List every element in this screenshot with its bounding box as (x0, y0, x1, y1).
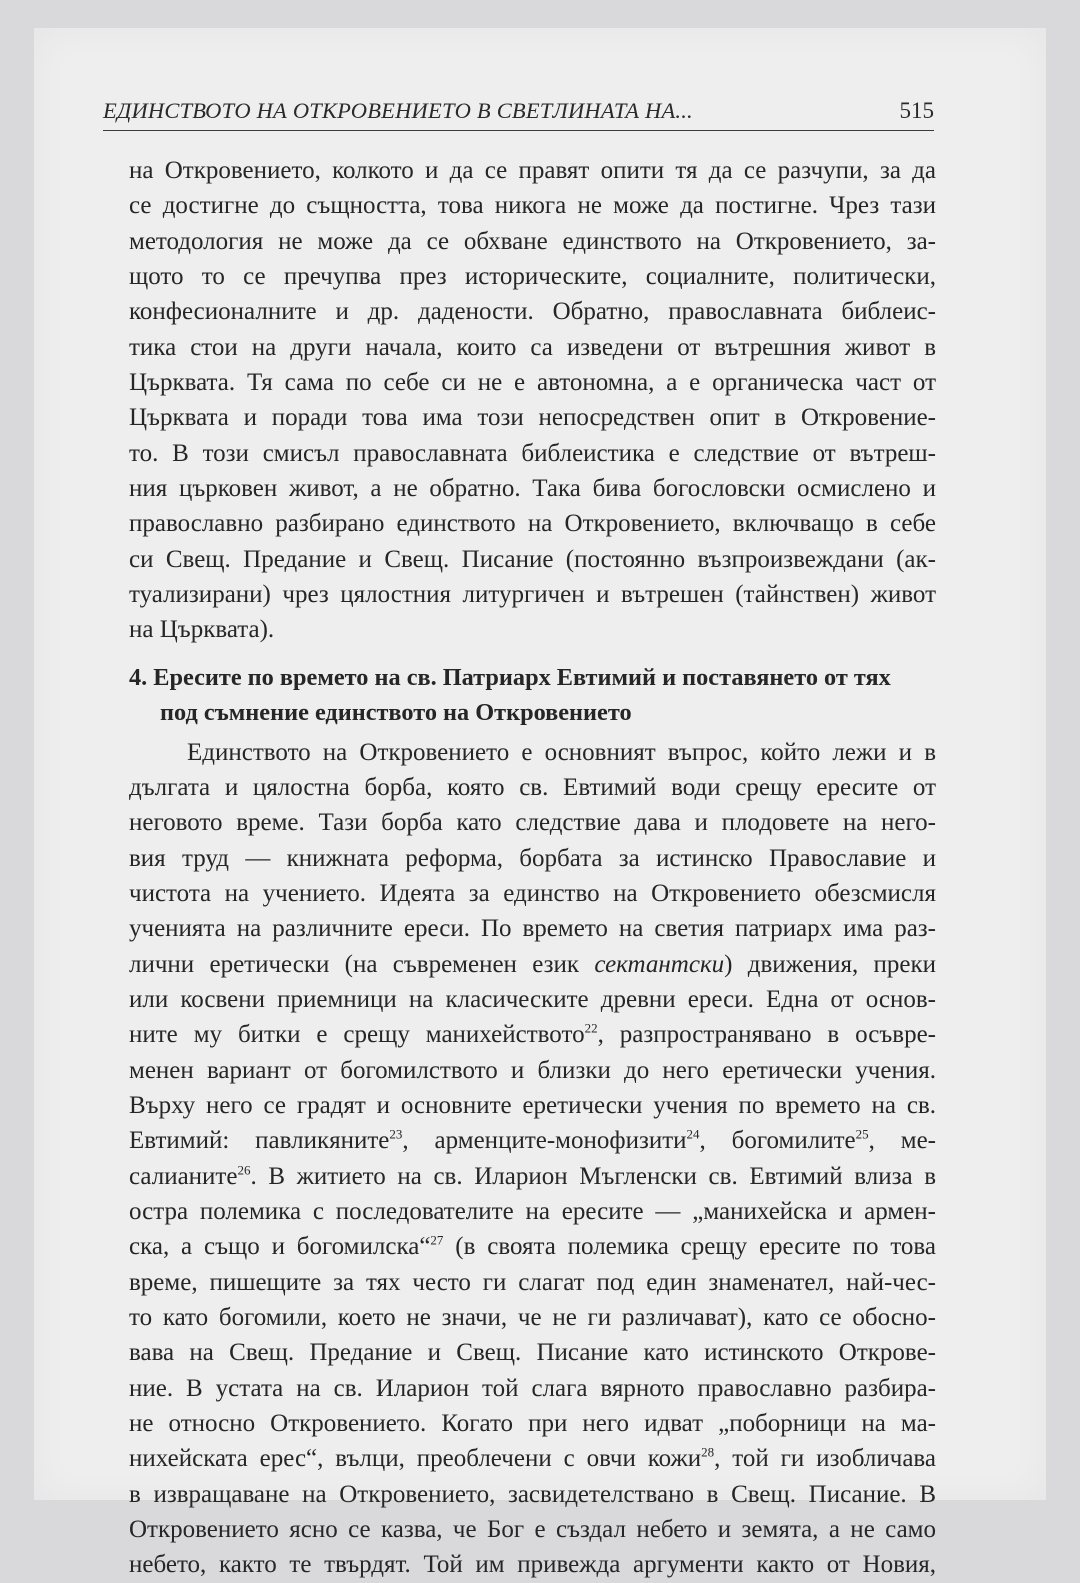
text-line (129, 1123, 936, 1158)
section-heading-line-2: под съмнение единството на Откровението (160, 699, 632, 727)
page-number: 515 (899, 98, 934, 123)
text-line: менен вариант от богомилството и близки до него еретически учения. (129, 1056, 936, 1084)
text-line (129, 1017, 936, 1052)
text-line: туализирани) чрез цялостния литургичен и вътрешен (тайнствен) живот (129, 581, 936, 609)
text-run: лични еретически (на съвременен език (129, 950, 595, 978)
text-line: неговото време. Тази борба като следствие дава и плодовете на него- (129, 809, 936, 837)
text-run: нихейската ерес“, вълци, преоблечени с овчи кожи (129, 1445, 702, 1473)
footnote-ref-28[interactable]: 28 (701, 1444, 715, 1460)
section-heading-line-1: 4. Ересите по времето на св. Патриарх Евтимий и поставянето от тях (129, 663, 891, 691)
text-line: Църквата и поради това има този непосредствен опит в Откровение- (129, 404, 936, 432)
text-line: вия труд — книжната реформа, борбата за истинско Православие и (129, 844, 936, 872)
footnote-ref-27[interactable]: 27 (430, 1232, 444, 1248)
footnote-ref-25[interactable]: 25 (855, 1126, 869, 1142)
footnote-ref-23[interactable]: 23 (389, 1126, 403, 1142)
text-run: салианите (129, 1162, 238, 1190)
text-line: Откровението ясно се казва, че Бог е създал небето и земята, а не само (129, 1516, 936, 1544)
text-run: , разпространявано в осъвре- (597, 1021, 936, 1049)
text-line: Единството на Откровението е основният въпрос, който лежи и в (187, 738, 936, 766)
text-line (129, 947, 936, 982)
text-line: тика стои на други начала, които са изведени от вътрешния живот в (129, 333, 936, 361)
text-line: то. В този смисъл православната библеистика е следствие от вътреш- (129, 439, 936, 467)
italic-term: сектантски (594, 950, 725, 978)
text-line (129, 1229, 936, 1264)
text-run: Евтимий: павликяните (129, 1127, 390, 1155)
text-line: вава на Свещ. Предание и Свещ. Писание като истинското Открове- (129, 1339, 936, 1367)
text-line: ученията на различните ереси. По времето на светия патриарх има раз- (129, 915, 936, 943)
section-heading (129, 660, 936, 731)
paragraph-1 (129, 153, 936, 648)
text-line: методология не може да се обхване единството на Откровението, за- (129, 227, 936, 255)
text-line (129, 1441, 936, 1476)
footnote-ref-24[interactable]: 24 (686, 1126, 700, 1142)
text-run: , ме- (868, 1127, 937, 1155)
text-line: не относно Откровението. Когато при него идват „поборници на ма- (129, 1410, 936, 1438)
text-line: дългата и цялостна борба, която св. Евтимий води срещу ересите от (129, 773, 936, 801)
text-line: чистота на учението. Идеята за единство на Откровението обезсмисля (129, 879, 936, 907)
page-header (103, 98, 934, 132)
text-line: в извращаване на Откровението, засвидетелствано в Свещ. Писание. В (129, 1480, 936, 1508)
running-title: ЕДИНСТВОТО НА ОТКРОВЕНИЕТО В СВЕТЛИНАТА НА... (103, 98, 693, 123)
paragraph-2 (129, 735, 936, 1583)
text-run: , богомилите (699, 1127, 856, 1155)
text-line: конфесионалните и др. дадености. Обратно, православната библеис- (129, 298, 936, 326)
text-run: , той ги изобличава (714, 1445, 936, 1473)
text-run: ска, а също и богомилска“ (129, 1233, 431, 1261)
footnote-ref-22[interactable]: 22 (584, 1020, 598, 1036)
text-run: (в своята полемика срещу ересите по това (443, 1233, 936, 1261)
text-line: време, пишещите за тях често ги слагат под един знаменател, най-чес- (129, 1268, 936, 1296)
text-line: на Откровението, колкото и да се правят опити тя да се разчупи, за да (129, 157, 936, 184)
footnote-ref-26[interactable]: 26 (237, 1161, 251, 1177)
text-line: Върху него се градят и основните еретически учения по времето на св. (129, 1091, 936, 1119)
text-line: то като богомили, което не значи, че не ги различават), като се обосно- (129, 1304, 936, 1331)
text-line: щото то се пречупва през историческите, социалните, политически, (129, 263, 936, 291)
text-line: небето, както те твърдят. Той им привежда аргументи както от Новия, (129, 1551, 936, 1579)
text-line: остра полемика с последователите на ересите — „манихейска и армен- (129, 1197, 936, 1225)
text-line: се достигне до същността, това никога не може да постигне. Чрез тази (129, 192, 936, 220)
text-run: , арменците-монофизити (402, 1127, 687, 1155)
header-rule (103, 130, 934, 131)
text-line: си Свещ. Предание и Свещ. Писание (постоянно възпроизвеждани (ак- (129, 545, 936, 573)
text-line: ние. В устата на св. Иларион той слага вярното православно разбира- (129, 1374, 936, 1402)
text-line: на Църквата). (129, 616, 275, 644)
text-run: ните му битки е срещу манихейството (129, 1021, 585, 1049)
text-run: . В житието на св. Иларион Мъгленски св. Евтимий влиза в (250, 1162, 936, 1190)
text-run: ) движения, преки (724, 950, 936, 978)
text-line: православно разбирано единството на Откровението, включващо в себе (129, 510, 936, 538)
text-line: Църквата. Тя сама по себе си не е автономна, а е органическа част от (129, 369, 936, 397)
text-line (129, 1159, 936, 1194)
text-line: ния църковен живот, а не обратно. Така бива богословски осмислено и (129, 475, 936, 503)
page-body (129, 153, 936, 1583)
text-line: или косвени приемници на класическите древни ереси. Една от основ- (129, 985, 936, 1013)
